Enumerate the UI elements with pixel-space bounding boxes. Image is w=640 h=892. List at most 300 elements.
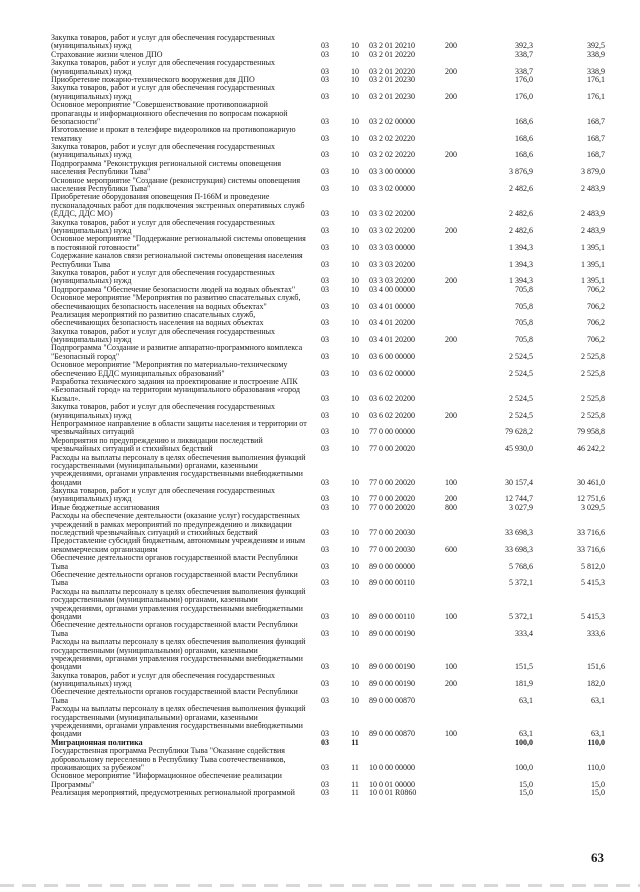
amount-year-1: 63,1 (519, 695, 533, 705)
expense-type-code: 200 (445, 150, 457, 160)
table-row (50, 537, 606, 554)
table-row (50, 126, 606, 143)
section-code: 03 (321, 225, 329, 235)
section-code: 03 (321, 91, 329, 101)
target-article-code: 03 2 01 20220 (369, 66, 415, 76)
amount-year-2: 46 242,2 (577, 444, 605, 454)
row-name: Основное мероприятие "Мероприятия по материально-техническому обеспечению ЕДДС муниципальных образований" (51, 360, 288, 378)
expense-type-code (436, 512, 466, 537)
amount-year-2: 168,7 (587, 133, 605, 143)
expense-type-code: 200 (445, 91, 457, 101)
subsection-code: 10 (351, 150, 359, 160)
row-name: Обеспечение деятельности органов государственной власти Республики Тыва (51, 553, 298, 571)
amount-year-1: 176,0 (515, 75, 533, 84)
row-name: Основное мероприятие "Мероприятия по развитию спасательных служб, обеспечивающих безопасность населения на водных объектах" (51, 293, 301, 311)
section-code: 03 (321, 628, 329, 638)
amount-year-2: 706,2 (587, 301, 605, 311)
section-code: 03 (321, 578, 329, 588)
row-name: Расходы на выплаты персоналу в целях обеспечения выполнения функций государственными (муниципальными) органами, казенными учреждениями, органами управления государственными внебюджетными фондами (51, 704, 306, 739)
amount-year-1: 100,0 (515, 738, 533, 747)
subsection-code: 10 (351, 494, 359, 504)
target-article-code: 77 0 00 20030 (369, 528, 415, 538)
row-name: Иные бюджетные ассигнования (51, 502, 160, 512)
amount-year-1: 5 372,1 (509, 611, 533, 621)
row-name: Закупка товаров, работ и услуг для обеспечения государственных (муниципальных) нужд (51, 217, 276, 235)
table-row (50, 420, 606, 437)
table-row (50, 705, 606, 739)
amount-year-2: 168,7 (587, 116, 605, 126)
amount-year-1: 2 482,6 (509, 209, 533, 219)
amount-year-2: 338,9 (587, 66, 605, 76)
section-code: 03 (321, 477, 329, 487)
section-code: 03 (321, 276, 329, 286)
expense-type-code (436, 420, 466, 437)
target-article-code: 89 0 00 00190 (369, 662, 415, 672)
table-row (50, 252, 606, 269)
table-row (50, 378, 606, 403)
table-row (50, 219, 606, 236)
row-name: Государственная программа Республики Тыва "Оказание содействия добровольному переселению в Республику Тыва соотечественников, проживающих за рубежом" (51, 746, 286, 772)
table-row (50, 143, 606, 160)
section-code: 03 (321, 444, 329, 454)
amount-year-1: 392,3 (515, 41, 533, 51)
row-name: Страхование жизни членов ДПО (51, 49, 163, 59)
subsection-code: 10 (351, 729, 359, 739)
row-name: Непрограммное направление в области защиты населения и территории от чрезвычайных ситуаций (51, 418, 307, 437)
subsection-code: 10 (351, 285, 359, 294)
table-row (50, 454, 606, 488)
target-article-code: 03 4 00 00000 (369, 285, 415, 294)
row-name: Миграционная политика (51, 737, 143, 747)
table-row (50, 403, 606, 420)
section-code: 03 (321, 209, 329, 219)
target-article-code: 77 0 00 20020 (369, 503, 415, 512)
amount-year-2: 2 483,9 (581, 225, 605, 235)
table-row (50, 101, 606, 126)
budget-table-body (50, 34, 606, 798)
target-article-code: 89 0 00 00110 (369, 611, 415, 621)
amount-year-2: 3 879,0 (581, 167, 605, 177)
subsection-code: 10 (351, 561, 359, 571)
section-code: 03 (321, 242, 329, 252)
section-code: 03 (321, 528, 329, 538)
section-code: 03 (321, 368, 329, 378)
subsection-code: 10 (351, 368, 359, 378)
section-code: 03 (321, 393, 329, 403)
subsection-code: 10 (351, 544, 359, 554)
amount-year-2: 176,1 (587, 91, 605, 101)
amount-year-1: 33 698,3 (505, 544, 533, 554)
table-row (50, 688, 606, 705)
subsection-code: 10 (351, 133, 359, 143)
subsection-code: 10 (351, 611, 359, 621)
target-article-code: 03 3 00 00000 (369, 167, 415, 177)
expense-type-code: 800 (445, 503, 457, 512)
amount-year-2: 338,9 (587, 50, 605, 59)
subsection-code: 10 (351, 628, 359, 638)
amount-year-2: 33 716,6 (577, 528, 605, 538)
amount-year-1: 2 482,6 (509, 184, 533, 194)
amount-year-2: 2 483,9 (581, 184, 605, 194)
section-code: 03 (321, 335, 329, 345)
section-code: 03 (321, 116, 329, 126)
amount-year-1: 333,4 (515, 628, 533, 638)
table-row (50, 328, 606, 345)
target-article-code: 03 2 01 20220 (369, 50, 415, 59)
row-name: Обеспечение деятельности органов государственной власти Республики Тыва (51, 687, 298, 705)
subsection-code: 10 (351, 209, 359, 219)
amount-year-2: 2 525,8 (581, 351, 605, 361)
amount-year-2: 151,6 (587, 662, 605, 672)
row-name: Основное мероприятие "Создание (реконструкция) системы оповещения населения Республики Тыва" (51, 175, 301, 194)
row-name: Закупка товаров, работ и услуг для обеспечения государственных (муниципальных) нужд (51, 402, 276, 420)
expense-type-code (436, 76, 466, 84)
amount-year-2: 3 029,5 (581, 503, 605, 512)
target-article-code: 03 3 02 20200 (369, 225, 415, 235)
table-row (50, 487, 606, 504)
target-article-code: 03 6 00 00000 (369, 351, 415, 361)
target-article-code: 03 2 02 20220 (369, 133, 415, 143)
section-code: 03 (321, 285, 329, 294)
target-article-code: 77 0 00 20020 (369, 477, 415, 487)
expense-type-code: 100 (445, 662, 457, 672)
section-code: 03 (321, 41, 329, 51)
subsection-code: 11 (351, 762, 359, 772)
target-article-code (368, 739, 436, 747)
row-name: Расходы на выплаты персоналу в целях обеспечения выполнения функций государственными (муниципальными) органами, казенными учреждениями, органами управления государственными внебюджетными фондами (51, 586, 306, 621)
row-name: Реализация мероприятий по развитию спасательных служб, обеспечивающих безопасность населения на водных объектах (51, 309, 264, 328)
table-row (50, 571, 606, 588)
subsection-code: 10 (351, 242, 359, 252)
amount-year-2: 706,2 (587, 318, 605, 328)
table-row (50, 84, 606, 101)
expense-type-code: 100 (445, 611, 457, 621)
section-code: 03 (321, 167, 329, 177)
target-article-code: 89 0 00 00000 (369, 561, 415, 571)
section-code: 03 (321, 259, 329, 269)
subsection-code: 10 (351, 393, 359, 403)
amount-year-1: 12 744,7 (505, 494, 533, 504)
amount-year-1: 181,9 (515, 679, 533, 689)
amount-year-2: 333,6 (587, 628, 605, 638)
amount-year-1: 151,5 (515, 662, 533, 672)
amount-year-1: 1 394,3 (509, 276, 533, 286)
amount-year-2: 2 525,8 (581, 368, 605, 378)
amount-year-1: 3 876,9 (509, 167, 533, 177)
target-article-code: 03 3 03 00000 (369, 242, 415, 252)
amount-year-2: 79 958,8 (577, 427, 605, 437)
expense-type-code (436, 772, 466, 789)
section-code: 03 (321, 695, 329, 705)
subsection-code: 10 (351, 679, 359, 689)
row-name: Подпрограмма "Создание и развитие аппаратно-программного комплекса "Безопасный город" (51, 343, 303, 361)
amount-year-1: 2 524,5 (509, 351, 533, 361)
target-article-code: 03 4 01 00000 (369, 301, 415, 311)
amount-year-1: 3 027,9 (509, 503, 533, 512)
section-code: 03 (321, 544, 329, 554)
amount-year-2: 2 483,9 (581, 209, 605, 219)
subsection-code: 10 (351, 116, 359, 126)
expense-type-code (436, 286, 466, 294)
subsection-code: 10 (351, 167, 359, 177)
row-name: Обеспечение деятельности органов государственной власти Республики Тыва (51, 620, 298, 638)
table-row (50, 177, 606, 194)
scan-edge-decoration (0, 884, 640, 887)
expense-type-code (436, 51, 466, 59)
target-article-code: 03 3 02 00000 (369, 184, 415, 194)
section-code: 03 (321, 133, 329, 143)
section-code: 03 (321, 561, 329, 571)
expense-type-code (436, 739, 466, 747)
expense-type-code (436, 101, 466, 126)
row-name: Закупка товаров, работ и услуг для обеспечения государственных (муниципальных) нужд (51, 58, 276, 76)
section-code: 03 (321, 662, 329, 672)
subsection-code: 10 (351, 66, 359, 76)
amount-year-2: 176,1 (587, 75, 605, 84)
amount-year-2: 5 415,3 (581, 611, 605, 621)
target-article-code: 03 4 01 20200 (369, 335, 415, 345)
section-code: 03 (321, 729, 329, 739)
row-name: Расходы на обеспечение деятельности (оказание услуг) государственных учреждений в рамках мероприятий по предупреждению и ликвидации последствий чрезвычайных ситуаций и стихийных бедствий (51, 511, 300, 538)
amount-year-1: 79 628,2 (505, 427, 533, 437)
row-name: Основное мероприятие "Поддержание региональной системы оповещения в постоянной готовности" (51, 234, 306, 252)
expense-type-code (436, 294, 466, 311)
row-name: Закупка товаров, работ и услуг для обеспечения государственных (муниципальных) нужд (51, 326, 276, 345)
row-name: Закупка товаров, работ и услуг для обеспечения государственных (муниципальных) нужд (51, 486, 276, 504)
amount-year-2: 706,2 (587, 335, 605, 345)
row-name: Мероприятия по предупреждению и ликвидации последствий чрезвычайных ситуаций и стихийных бедствий (51, 435, 263, 454)
subsection-code: 10 (351, 91, 359, 101)
amount-year-2: 5 415,3 (581, 578, 605, 588)
row-name: Обеспечение деятельности органов государственной власти Республики Тыва (51, 570, 298, 588)
amount-year-1: 168,6 (515, 116, 533, 126)
amount-year-2: 392,5 (587, 41, 605, 51)
budget-table (50, 34, 606, 798)
amount-year-1: 1 394,3 (509, 259, 533, 269)
table-row (50, 160, 606, 177)
target-article-code: 03 6 02 20200 (369, 393, 415, 403)
amount-year-2: 5 812,0 (581, 561, 605, 571)
expense-type-code (436, 177, 466, 194)
target-article-code: 03 2 02 20220 (369, 150, 415, 160)
section-code: 03 (321, 503, 329, 512)
page-number: 63 (591, 850, 604, 865)
row-name: Приобретение пожарно-технического вооружения для ДПО (51, 74, 255, 84)
row-name: Закупка товаров, работ и услуг для обеспечения государственных (муниципальных) нужд (51, 670, 276, 689)
subsection-code: 10 (351, 695, 359, 705)
table-row (50, 588, 606, 622)
subsection-code: 10 (351, 351, 359, 361)
target-article-code: 03 6 02 20200 (369, 410, 415, 420)
expense-type-code: 200 (445, 335, 457, 345)
target-article-code: 89 0 00 00870 (369, 729, 415, 739)
row-name: Основное мероприятие "Информационное обеспечение реализации Программы" (51, 771, 282, 789)
target-article-code: 03 2 02 00000 (369, 116, 415, 126)
amount-year-1: 1 394,3 (509, 242, 533, 252)
table-row (50, 269, 606, 286)
subsection-code: 10 (351, 503, 359, 512)
amount-year-2: 1 395,1 (581, 276, 605, 286)
subsection-code: 11 (351, 738, 359, 747)
amount-year-1: 15,0 (519, 779, 533, 789)
row-name: Основное мероприятие "Совершенствование противопожарной пропаганды и информационного обеспечения по вопросам пожарной безопасности" (51, 100, 288, 126)
section-code: 03 (321, 789, 329, 798)
amount-year-2: 15,0 (591, 779, 605, 789)
amount-year-1: 705,8 (515, 335, 533, 345)
amount-year-1: 705,8 (515, 301, 533, 311)
row-name: Предоставление субсидий бюджетным, автономным учреждениям и иным некоммерческим организациям (51, 536, 306, 554)
table-row (50, 437, 606, 454)
target-article-code: 03 2 01 20210 (369, 41, 415, 51)
expense-type-code (436, 554, 466, 571)
amount-year-1: 705,8 (515, 318, 533, 328)
expense-type-code (436, 437, 466, 454)
amount-year-1: 2 524,5 (509, 368, 533, 378)
subsection-code: 10 (351, 301, 359, 311)
amount-year-1: 168,6 (515, 133, 533, 143)
table-row (50, 193, 606, 218)
section-code: 03 (321, 150, 329, 160)
amount-year-2: 706,2 (587, 285, 605, 294)
table-row (50, 512, 606, 537)
amount-year-2: 12 751,6 (577, 494, 605, 504)
amount-year-1: 5 768,6 (509, 561, 533, 571)
table-row (50, 554, 606, 571)
amount-year-2: 1 395,1 (581, 242, 605, 252)
target-article-code: 03 3 03 20200 (369, 259, 415, 269)
expense-type-code (436, 621, 466, 638)
table-row (50, 294, 606, 311)
row-name: Расходы на выплаты персоналу в целях обеспечения выполнения функций государственными (муниципальными) органами, казенными учреждениями, органами управления государственными внебюджетными фондами (51, 452, 306, 487)
section-code: 03 (321, 184, 329, 194)
subsection-code: 10 (351, 259, 359, 269)
amount-year-1: 176,0 (515, 91, 533, 101)
expense-type-code (436, 126, 466, 143)
amount-year-2: 63,1 (591, 729, 605, 739)
expense-type-code (436, 160, 466, 177)
subsection-code: 10 (351, 225, 359, 235)
subsection-code: 10 (351, 335, 359, 345)
row-name: Изготовление и прокат в телеэфире видеороликов на противопожарную тематику (51, 125, 296, 143)
target-article-code: 77 0 00 20020 (369, 494, 415, 504)
subsection-code: 10 (351, 578, 359, 588)
amount-year-2: 168,7 (587, 150, 605, 160)
section-code: 03 (321, 611, 329, 621)
subsection-code: 10 (351, 41, 359, 51)
target-article-code: 03 2 01 20230 (369, 75, 415, 84)
section-code: 03 (321, 50, 329, 59)
target-article-code: 03 6 02 00000 (369, 368, 415, 378)
subsection-code: 10 (351, 276, 359, 286)
subsection-code: 10 (351, 477, 359, 487)
target-article-code: 77 0 00 00000 (369, 427, 415, 437)
amount-year-1: 338,7 (515, 50, 533, 59)
amount-year-1: 100,0 (515, 762, 533, 772)
amount-year-1: 168,6 (515, 150, 533, 160)
expense-type-code (436, 311, 466, 328)
target-article-code: 89 0 00 00870 (369, 695, 415, 705)
expense-type-code (436, 571, 466, 588)
subsection-code: 10 (351, 318, 359, 328)
section-code: 03 (321, 75, 329, 84)
expense-type-code (436, 378, 466, 403)
amount-year-2: 33 716,6 (577, 544, 605, 554)
section-code: 03 (321, 318, 329, 328)
subsection-code: 10 (351, 410, 359, 420)
amount-year-1: 15,0 (519, 789, 533, 798)
section-code: 03 (321, 427, 329, 437)
amount-year-2: 110,0 (587, 762, 605, 772)
amount-year-1: 45 930,0 (505, 444, 533, 454)
amount-year-1: 33 698,3 (505, 528, 533, 538)
target-article-code: 03 2 01 20230 (369, 91, 415, 101)
target-article-code: 77 0 00 20030 (369, 544, 415, 554)
subsection-code: 10 (351, 75, 359, 84)
expense-type-code (436, 747, 466, 772)
subsection-code: 11 (351, 779, 359, 789)
expense-type-code (436, 344, 466, 361)
expense-type-code: 200 (445, 679, 457, 689)
target-article-code: 03 4 01 20200 (369, 318, 415, 328)
row-name: Приобретение оборудования оповещения П-166М и проведение пусконаладочных работ для подключения экстренных оперативных служб (ЕДДС, ДДС МО) (51, 192, 305, 219)
expense-type-code: 100 (445, 477, 457, 487)
expense-type-code: 200 (445, 225, 457, 235)
expense-type-code (436, 361, 466, 378)
expense-type-code: 200 (445, 41, 457, 51)
target-article-code: 89 0 00 00110 (369, 578, 415, 588)
section-code: 03 (321, 679, 329, 689)
table-row (50, 34, 606, 51)
table-row (50, 789, 606, 797)
subsection-code: 10 (351, 427, 359, 437)
amount-year-2: 30 461,0 (577, 477, 605, 487)
amount-year-1: 338,7 (515, 66, 533, 76)
row-name: Закупка товаров, работ и услуг для обеспечения государственных (муниципальных) нужд (51, 83, 276, 101)
expense-type-code: 600 (445, 544, 457, 554)
subsection-code: 10 (351, 528, 359, 538)
table-row (50, 235, 606, 252)
target-article-code: 10 0 01 R0860 (369, 789, 417, 798)
amount-year-2: 15,0 (591, 789, 605, 798)
row-name: Расходы на выплаты персоналу в целях обеспечения выполнения функций государственными (муниципальными) органами, казенными учреждениями, органами управления государственными внебюджетными фондами (51, 637, 306, 672)
subsection-code: 11 (351, 789, 359, 798)
section-code: 03 (321, 762, 329, 772)
expense-type-code: 200 (445, 66, 457, 76)
expense-type-code (436, 252, 466, 269)
target-article-code: 10 0 00 00000 (369, 762, 415, 772)
expense-type-code: 100 (445, 729, 457, 739)
table-row (50, 638, 606, 672)
expense-type-code: 200 (445, 494, 457, 504)
expense-type-code (436, 789, 466, 797)
amount-year-1: 5 372,1 (509, 578, 533, 588)
amount-year-1: 2 482,6 (509, 225, 533, 235)
expense-type-code (436, 193, 466, 218)
target-article-code: 03 3 03 20200 (369, 276, 415, 286)
expense-type-code: 200 (445, 276, 457, 286)
section-code: 03 (321, 494, 329, 504)
table-row (50, 621, 606, 638)
target-article-code: 03 3 02 20200 (369, 209, 415, 219)
table-row (50, 772, 606, 789)
amount-year-1: 30 157,4 (505, 477, 533, 487)
table-row (50, 311, 606, 328)
target-article-code: 89 0 00 00190 (369, 628, 415, 638)
amount-year-1: 705,8 (515, 285, 533, 294)
expense-type-code: 200 (445, 410, 457, 420)
amount-year-2: 63,1 (591, 695, 605, 705)
table-row (50, 672, 606, 689)
